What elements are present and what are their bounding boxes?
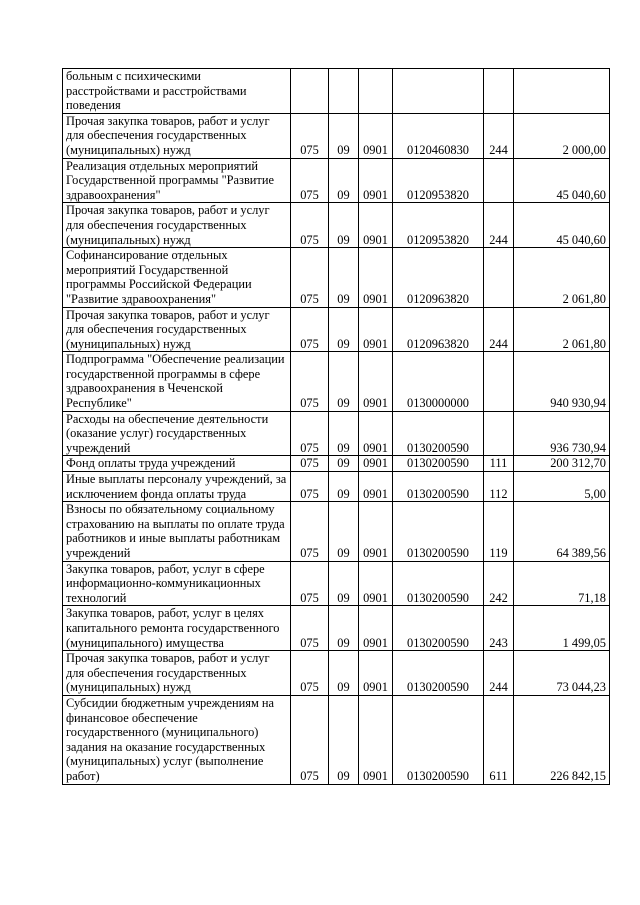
table-row bbox=[63, 158, 610, 203]
row-name: Закупка товаров, работ, услуг в целях капитального ремонта государственного (муниципального) имущества bbox=[63, 606, 291, 651]
row-target-article: 0130200590 bbox=[393, 411, 484, 456]
row-grbs: 075 bbox=[291, 695, 329, 784]
row-section: 09 bbox=[329, 158, 359, 203]
row-subsection: 0901 bbox=[359, 651, 393, 696]
row-grbs: 075 bbox=[291, 248, 329, 307]
row-expense-type: 242 bbox=[484, 561, 514, 606]
row-subsection: 0901 bbox=[359, 502, 393, 561]
row-section: 09 bbox=[329, 502, 359, 561]
row-subsection: 0901 bbox=[359, 456, 393, 472]
row-name: Субсидии бюджетным учреждениям на финансовое обеспечение государственного (муниципального) задания на оказание государственных (муниципальных) услуг (выполнение работ) bbox=[63, 695, 291, 784]
row-expense-type bbox=[484, 352, 514, 411]
budget-table bbox=[62, 68, 610, 785]
row-name: Иные выплаты персоналу учреждений, за исключением фонда оплаты труда bbox=[63, 472, 291, 502]
row-grbs: 075 bbox=[291, 158, 329, 203]
row-expense-type: 112 bbox=[484, 472, 514, 502]
table-row bbox=[63, 606, 610, 651]
row-grbs: 075 bbox=[291, 411, 329, 456]
row-target-article bbox=[393, 69, 484, 114]
row-expense-type bbox=[484, 158, 514, 203]
row-target-article: 0120963820 bbox=[393, 248, 484, 307]
row-amount: 71,18 bbox=[514, 561, 610, 606]
row-grbs: 075 bbox=[291, 456, 329, 472]
row-grbs: 075 bbox=[291, 352, 329, 411]
row-section: 09 bbox=[329, 203, 359, 248]
row-grbs: 075 bbox=[291, 606, 329, 651]
row-target-article: 0130200590 bbox=[393, 695, 484, 784]
row-section: 09 bbox=[329, 113, 359, 158]
row-amount: 1 499,05 bbox=[514, 606, 610, 651]
row-expense-type bbox=[484, 411, 514, 456]
row-section: 09 bbox=[329, 472, 359, 502]
row-section: 09 bbox=[329, 411, 359, 456]
row-name: Взносы по обязательному социальному страхованию на выплаты по оплате труда работников и иные выплаты работникам учреждений bbox=[63, 502, 291, 561]
table-row bbox=[63, 456, 610, 472]
table-row bbox=[63, 472, 610, 502]
table-row bbox=[63, 248, 610, 307]
row-section: 09 bbox=[329, 651, 359, 696]
row-amount: 64 389,56 bbox=[514, 502, 610, 561]
row-amount: 226 842,15 bbox=[514, 695, 610, 784]
row-name: Фонд оплаты труда учреждений bbox=[63, 456, 291, 472]
row-subsection: 0901 bbox=[359, 203, 393, 248]
row-amount: 73 044,23 bbox=[514, 651, 610, 696]
row-expense-type: 244 bbox=[484, 651, 514, 696]
row-expense-type: 244 bbox=[484, 307, 514, 352]
row-section bbox=[329, 69, 359, 114]
row-name: Прочая закупка товаров, работ и услуг для обеспечения государственных (муниципальных) нужд bbox=[63, 307, 291, 352]
row-name: больным с психическими расстройствами и расстройствами поведения bbox=[63, 69, 291, 114]
row-expense-type: 243 bbox=[484, 606, 514, 651]
row-subsection: 0901 bbox=[359, 307, 393, 352]
table-row bbox=[63, 352, 610, 411]
row-subsection bbox=[359, 69, 393, 114]
row-expense-type: 111 bbox=[484, 456, 514, 472]
row-name: Расходы на обеспечение деятельности (оказание услуг) государственных учреждений bbox=[63, 411, 291, 456]
row-name: Прочая закупка товаров, работ и услуг для обеспечения государственных (муниципальных) нужд bbox=[63, 203, 291, 248]
row-amount: 200 312,70 bbox=[514, 456, 610, 472]
table-row bbox=[63, 695, 610, 784]
row-grbs: 075 bbox=[291, 472, 329, 502]
table-row bbox=[63, 561, 610, 606]
row-amount: 2 061,80 bbox=[514, 307, 610, 352]
row-grbs: 075 bbox=[291, 113, 329, 158]
row-grbs: 075 bbox=[291, 651, 329, 696]
row-target-article: 0120953820 bbox=[393, 158, 484, 203]
row-amount: 5,00 bbox=[514, 472, 610, 502]
row-section: 09 bbox=[329, 248, 359, 307]
row-target-article: 0120460830 bbox=[393, 113, 484, 158]
row-grbs: 075 bbox=[291, 502, 329, 561]
row-subsection: 0901 bbox=[359, 561, 393, 606]
row-section: 09 bbox=[329, 307, 359, 352]
row-section: 09 bbox=[329, 352, 359, 411]
table-row bbox=[63, 651, 610, 696]
row-subsection: 0901 bbox=[359, 352, 393, 411]
table-row bbox=[63, 411, 610, 456]
row-name: Реализация отдельных мероприятий Государственной программы "Развитие здравоохранения" bbox=[63, 158, 291, 203]
row-target-article: 0130200590 bbox=[393, 561, 484, 606]
row-grbs: 075 bbox=[291, 203, 329, 248]
row-amount: 2 000,00 bbox=[514, 113, 610, 158]
row-target-article: 0130000000 bbox=[393, 352, 484, 411]
table-row bbox=[63, 203, 610, 248]
row-section: 09 bbox=[329, 561, 359, 606]
row-amount bbox=[514, 69, 610, 114]
table-row bbox=[63, 307, 610, 352]
row-name: Подпрограмма "Обеспечение реализации государственной программы в сфере здравоохранения в Чеченской Республике" bbox=[63, 352, 291, 411]
row-subsection: 0901 bbox=[359, 113, 393, 158]
row-target-article: 0130200590 bbox=[393, 651, 484, 696]
row-expense-type bbox=[484, 69, 514, 114]
row-name: Закупка товаров, работ, услуг в сфере информационно-коммуникационных технологий bbox=[63, 561, 291, 606]
table-row bbox=[63, 69, 610, 114]
row-grbs: 075 bbox=[291, 307, 329, 352]
row-name: Прочая закупка товаров, работ и услуг для обеспечения государственных (муниципальных) нужд bbox=[63, 651, 291, 696]
row-expense-type bbox=[484, 248, 514, 307]
row-target-article: 0130200590 bbox=[393, 606, 484, 651]
row-target-article: 0130200590 bbox=[393, 456, 484, 472]
row-target-article: 0130200590 bbox=[393, 502, 484, 561]
row-amount: 2 061,80 bbox=[514, 248, 610, 307]
row-expense-type: 244 bbox=[484, 113, 514, 158]
row-expense-type: 244 bbox=[484, 203, 514, 248]
row-subsection: 0901 bbox=[359, 695, 393, 784]
row-amount: 45 040,60 bbox=[514, 158, 610, 203]
table-row bbox=[63, 113, 610, 158]
row-subsection: 0901 bbox=[359, 158, 393, 203]
row-amount: 940 930,94 bbox=[514, 352, 610, 411]
row-name: Прочая закупка товаров, работ и услуг для обеспечения государственных (муниципальных) нужд bbox=[63, 113, 291, 158]
row-target-article: 0120953820 bbox=[393, 203, 484, 248]
row-expense-type: 119 bbox=[484, 502, 514, 561]
row-amount: 936 730,94 bbox=[514, 411, 610, 456]
row-expense-type: 611 bbox=[484, 695, 514, 784]
row-grbs bbox=[291, 69, 329, 114]
row-subsection: 0901 bbox=[359, 472, 393, 502]
row-subsection: 0901 bbox=[359, 411, 393, 456]
row-section: 09 bbox=[329, 456, 359, 472]
budget-table-body bbox=[63, 69, 610, 785]
row-section: 09 bbox=[329, 695, 359, 784]
row-target-article: 0120963820 bbox=[393, 307, 484, 352]
row-subsection: 0901 bbox=[359, 248, 393, 307]
table-row bbox=[63, 502, 610, 561]
row-name: Софинансирование отдельных мероприятий Государственной программы Российской Федерации "Развитие здравоохранения" bbox=[63, 248, 291, 307]
row-amount: 45 040,60 bbox=[514, 203, 610, 248]
row-target-article: 0130200590 bbox=[393, 472, 484, 502]
row-grbs: 075 bbox=[291, 561, 329, 606]
row-section: 09 bbox=[329, 606, 359, 651]
row-subsection: 0901 bbox=[359, 606, 393, 651]
